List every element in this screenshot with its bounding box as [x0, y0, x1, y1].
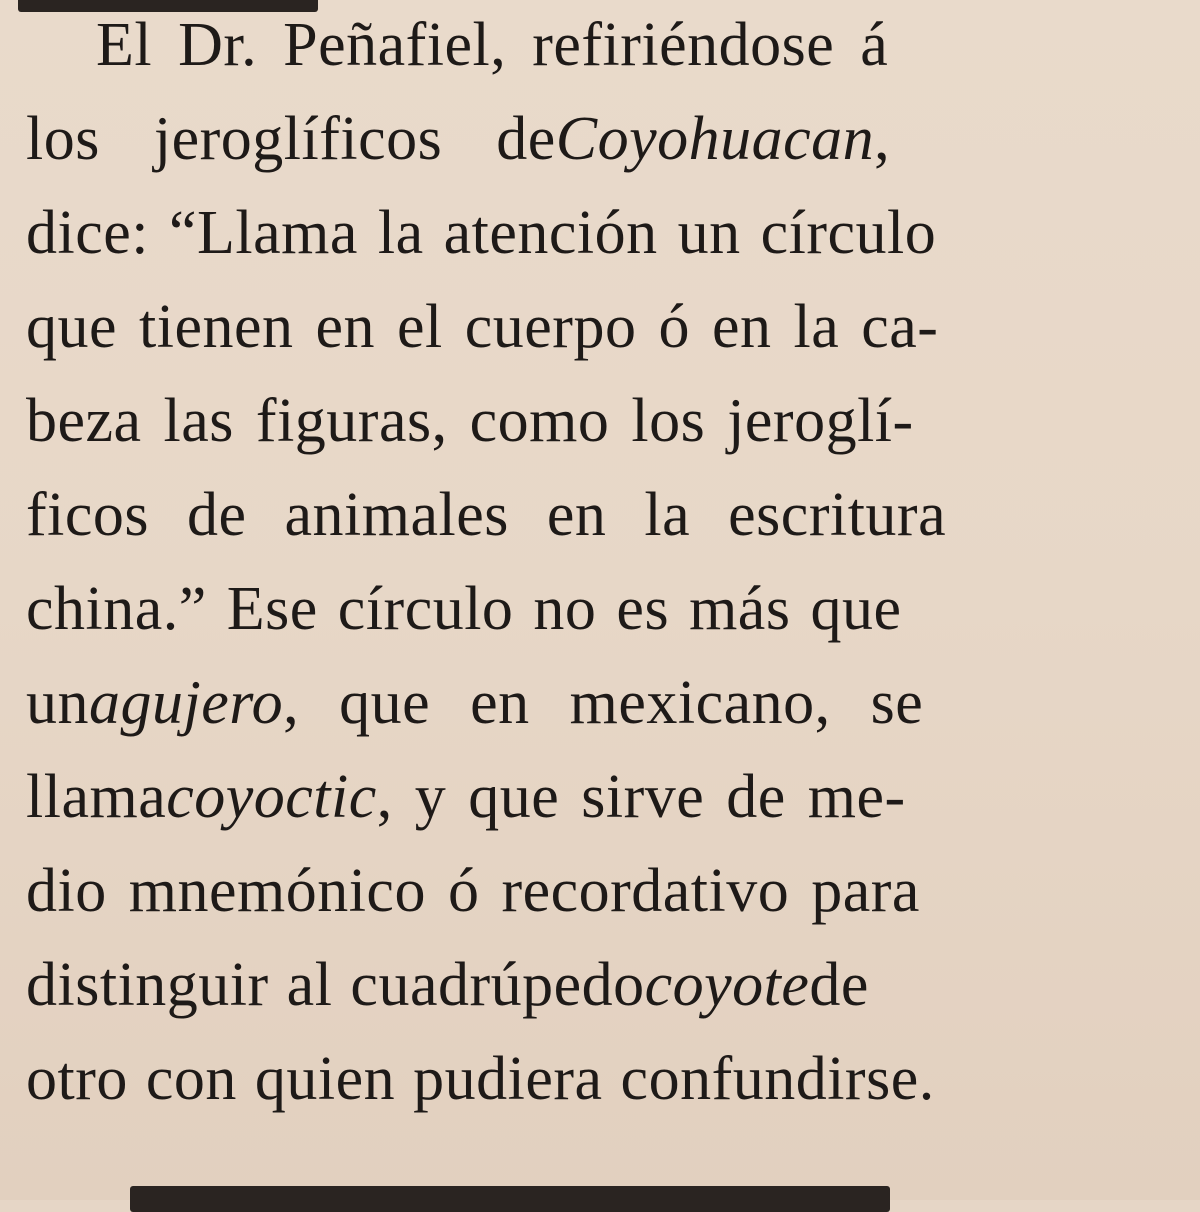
line-text: El Dr. Peñafiel, refiriéndose á	[96, 11, 889, 79]
italic-word: Coyohuacan	[555, 105, 875, 173]
line-text: ficos de animales en la escritura	[26, 481, 947, 549]
italic-word: coyoctic	[166, 763, 377, 831]
line-text: , y que sirve de me-	[376, 763, 906, 831]
line-text: , que en mexicano, se	[283, 669, 924, 737]
italic-word: coyote	[644, 951, 810, 1019]
text-line-9	[26, 764, 1136, 831]
line-text: distinguir al cuadrúpedo	[26, 951, 645, 1019]
line-text: china.” Ese círculo no es más que	[26, 575, 902, 643]
text-line-7	[26, 576, 1136, 643]
text-line-10	[26, 858, 1136, 925]
text-line-1	[96, 12, 1136, 79]
text-line-4	[26, 294, 1136, 361]
line-text: dio mnemónico ó recordativo para	[26, 857, 920, 925]
line-text: ,	[874, 105, 891, 173]
line-text: beza las figuras, como los jeroglí-	[26, 387, 914, 455]
text-line-6	[26, 482, 1136, 549]
text-line-8	[26, 670, 1136, 737]
line-text: que tienen en el cuerpo ó en la ca-	[26, 293, 939, 361]
text-line-3	[26, 200, 1136, 267]
text-line-11	[26, 952, 1136, 1019]
line-text: dice: “Llama la atención un círculo	[26, 199, 937, 267]
text-line-12	[26, 1046, 1136, 1113]
line-text: un	[26, 669, 89, 737]
line-text: de	[809, 951, 869, 1019]
line-text: llama	[26, 763, 167, 831]
text-line-5	[26, 388, 1136, 455]
line-text: los jeroglíficos de	[26, 105, 556, 173]
italic-word: agujero	[89, 669, 284, 737]
cropped-bottom-line	[130, 1186, 890, 1212]
line-text: otro con quien pudiera confundirse.	[26, 1045, 935, 1113]
text-line-2	[26, 106, 1136, 173]
